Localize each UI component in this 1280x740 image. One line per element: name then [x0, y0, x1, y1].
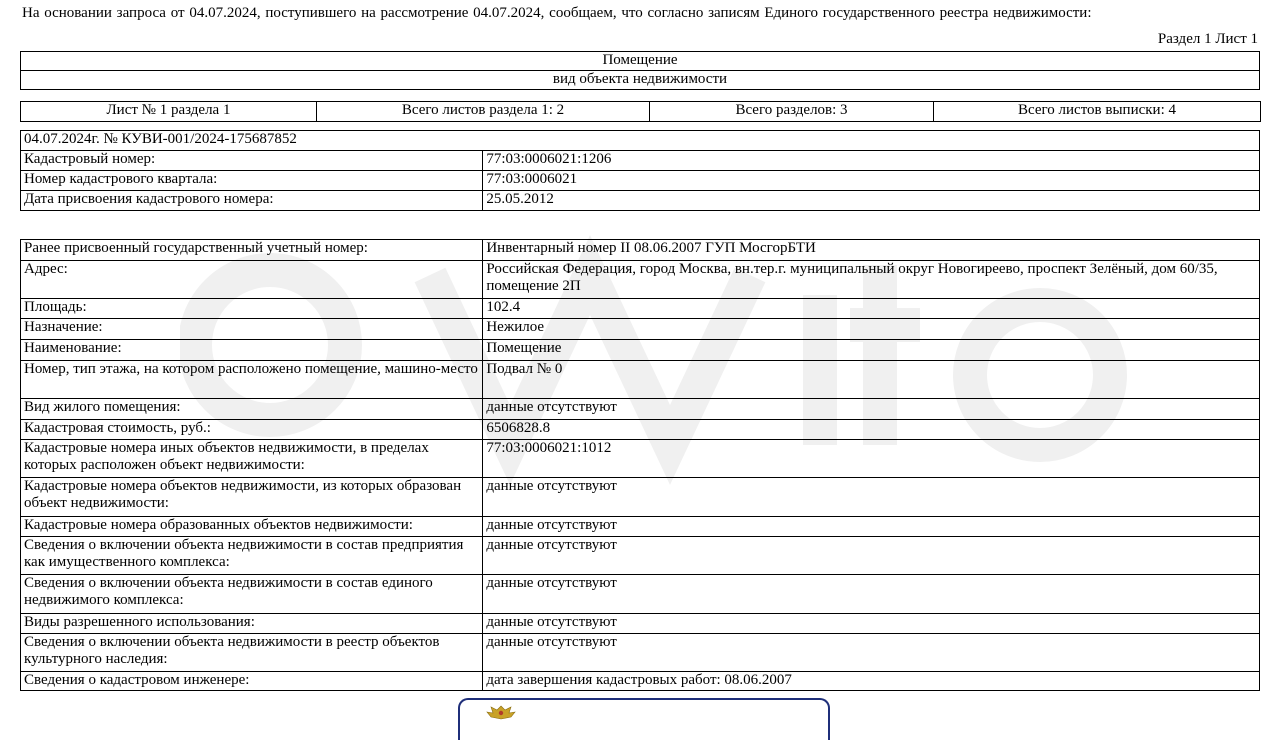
cadastral-table	[20, 130, 1260, 211]
row-label: Назначение:	[21, 319, 483, 340]
row-value: данные отсутствуют	[483, 634, 1260, 672]
object-type-subtitle: вид объекта недвижимости	[21, 71, 1260, 90]
row-label: Ранее присвоенный государственный учетный номер:	[21, 240, 483, 261]
table-row	[21, 261, 1260, 299]
row-label: Сведения о включении объекта недвижимости в состав единого недвижимого комплекса:	[21, 575, 483, 614]
table-row	[21, 319, 1260, 340]
row-label: Дата присвоения кадастрового номера:	[21, 191, 483, 211]
row-label: Кадастровый номер:	[21, 151, 483, 171]
table-row	[21, 399, 1260, 420]
row-label: Сведения о кадастровом инженере:	[21, 672, 483, 691]
row-value: данные отсутствуют	[483, 399, 1260, 420]
table-row	[21, 672, 1260, 691]
row-label: Сведения о включении объекта недвижимости в состав предприятия как имущественного комплекса:	[21, 537, 483, 575]
sheet-number: Лист № 1 раздела 1	[21, 102, 317, 122]
section-reference: Раздел 1 Лист 1	[1157, 31, 1258, 47]
row-value: Помещение	[483, 340, 1260, 361]
row-value: Российская Федерация, город Москва, вн.тер.г. муниципальный округ Новогиреево, проспект Зелёный, дом 60/35, помещение 2П	[483, 261, 1260, 299]
row-value: 77:03:0006021	[483, 171, 1260, 191]
row-value: 6506828.8	[483, 420, 1260, 440]
table-row	[21, 240, 1260, 261]
row-label: Адрес:	[21, 261, 483, 299]
property-details-table	[20, 239, 1260, 691]
object-type-title: Помещение	[21, 52, 1260, 71]
row-value: 25.05.2012	[483, 191, 1260, 211]
table-row	[21, 440, 1260, 478]
row-label: Виды разрешенного использования:	[21, 614, 483, 634]
row-label: Номер, тип этажа, на котором расположено помещение, машино-место	[21, 361, 483, 399]
row-label: Кадастровая стоимость, руб.:	[21, 420, 483, 440]
table-row	[21, 634, 1260, 672]
row-label: Сведения о включении объекта недвижимости в реестр объектов культурного наследия:	[21, 634, 483, 672]
row-value: Подвал № 0	[483, 361, 1260, 399]
row-value: данные отсутствуют	[483, 478, 1260, 517]
row-value: данные отсутствуют	[483, 575, 1260, 614]
table-row	[21, 191, 1260, 211]
row-value: 77:03:0006021:1206	[483, 151, 1260, 171]
table-row	[21, 171, 1260, 191]
row-value: данные отсутствуют	[483, 614, 1260, 634]
row-label: Кадастровые номера объектов недвижимости, из которых образован объект недвижимости:	[21, 478, 483, 517]
intro-text: На основании запроса от 04.07.2024, поступившего на рассмотрение 04.07.2024, сообщаем, что согласно записям Единого государственного реестра недвижимости:	[22, 5, 1092, 21]
table-row	[21, 478, 1260, 517]
table-row	[21, 340, 1260, 361]
row-value: Нежилое	[483, 319, 1260, 340]
row-label: Вид жилого помещения:	[21, 399, 483, 420]
extract-reference: 04.07.2024г. № КУВИ-001/2024-175687852	[21, 131, 1260, 151]
total-sections: Всего разделов: 3	[650, 102, 934, 122]
coat-of-arms-icon	[478, 704, 524, 720]
table-row	[21, 361, 1260, 399]
row-value: 102.4	[483, 299, 1260, 319]
row-value: 77:03:0006021:1012	[483, 440, 1260, 478]
electronic-signature-stamp	[458, 698, 830, 740]
row-label: Номер кадастрового квартала:	[21, 171, 483, 191]
table-row	[21, 420, 1260, 440]
row-label: Кадастровые номера иных объектов недвижимости, в пределах которых расположен объект недвижимости:	[21, 440, 483, 478]
table-row	[21, 299, 1260, 319]
sheets-info-table	[20, 101, 1261, 122]
table-row	[21, 537, 1260, 575]
total-sheets-extract: Всего листов выписки: 4	[934, 102, 1261, 122]
table-row	[21, 575, 1260, 614]
total-sheets-section: Всего листов раздела 1: 2	[317, 102, 650, 122]
row-label: Площадь:	[21, 299, 483, 319]
table-row	[21, 614, 1260, 634]
row-value: данные отсутствуют	[483, 517, 1260, 537]
row-label: Кадастровые номера образованных объектов недвижимости:	[21, 517, 483, 537]
object-type-header	[20, 51, 1260, 90]
row-value: Инвентарный номер II 08.06.2007 ГУП МосгорБТИ	[483, 240, 1260, 261]
table-row	[21, 151, 1260, 171]
table-row	[21, 517, 1260, 537]
row-value: данные отсутствуют	[483, 537, 1260, 575]
row-value: дата завершения кадастровых работ: 08.06.2007	[483, 672, 1260, 691]
row-label: Наименование:	[21, 340, 483, 361]
